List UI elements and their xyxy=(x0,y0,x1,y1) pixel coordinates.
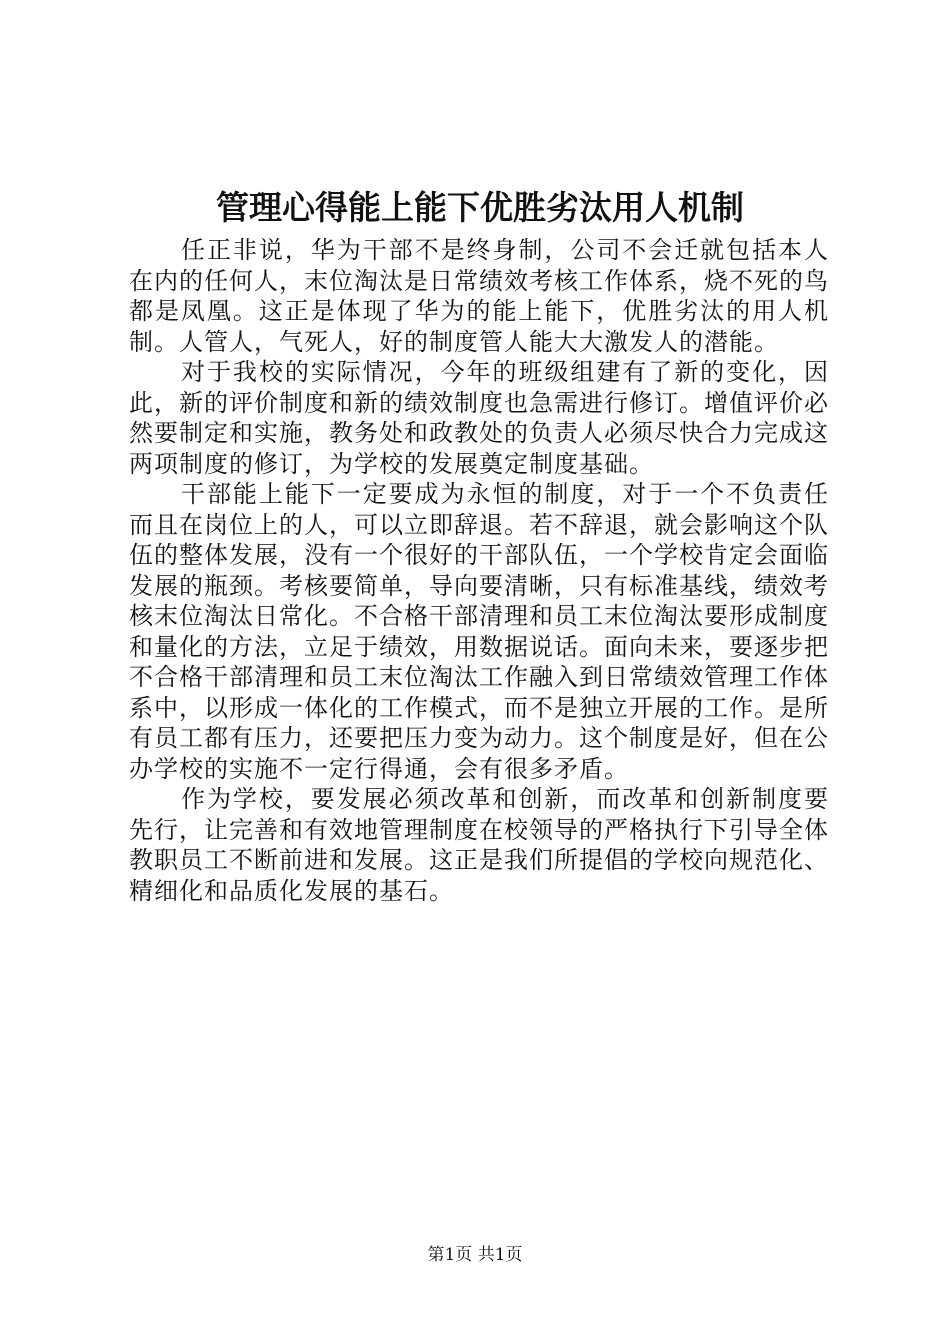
page-footer: 第1页 共1页 xyxy=(427,1245,523,1265)
document-body xyxy=(129,235,829,906)
document-title: 管理心得能上能下优胜劣汰用人机制 xyxy=(216,188,744,227)
paragraph-2: 对于我校的实际情况，今年的班级组建有了新的变化，因此，新的评价制度和新的绩效制度也急需进行修订。增值评价必然要制定和实施，教务处和政教处的负责人必须尽快合力完成这两项制度的修订，为学校的发展奠定制度基础。 xyxy=(129,358,829,478)
paragraph-4: 作为学校，要发展必须改革和创新，而改革和创新制度要先行，让完善和有效地管理制度在校领导的严格执行下引导全体教职员工不断前进和发展。这正是我们所提倡的学校向规范化、精细化和品质化发展的基石。 xyxy=(129,785,829,905)
paragraph-1: 任正非说，华为干部不是终身制，公司不会迁就包括本人在内的任何人，末位淘汰是日常绩效考核工作体系，烧不死的鸟都是凤凰。这正是体现了华为的能上能下，优胜劣汰的用人机制。人管人，气死人，好的制度管人能大大激发人的潜能。 xyxy=(129,236,829,356)
paragraph-3: 干部能上能下一定要成为永恒的制度，对于一个不负责任而且在岗位上的人，可以立即辞退。若不辞退，就会影响这个队伍的整体发展，没有一个很好的干部队伍，一个学校肯定会面临发展的瓶颈。考核要简单，导向要清晰，只有标准基线，绩效考核末位淘汰日常化。不合格干部清理和员工末位淘汰要形成制度和量化的方法，立足于绩效，用数据说话。面向未来，要逐步把不合格干部清理和员工末位淘汰工作融入到日常绩效管理工作体系中，以形成一体化的工作模式，而不是独立开展的工作。是所有员工都有压力，还要把压力变为动力。这个制度是好，但在公办学校的实施不一定行得通，会有很多矛盾。 xyxy=(129,480,829,783)
